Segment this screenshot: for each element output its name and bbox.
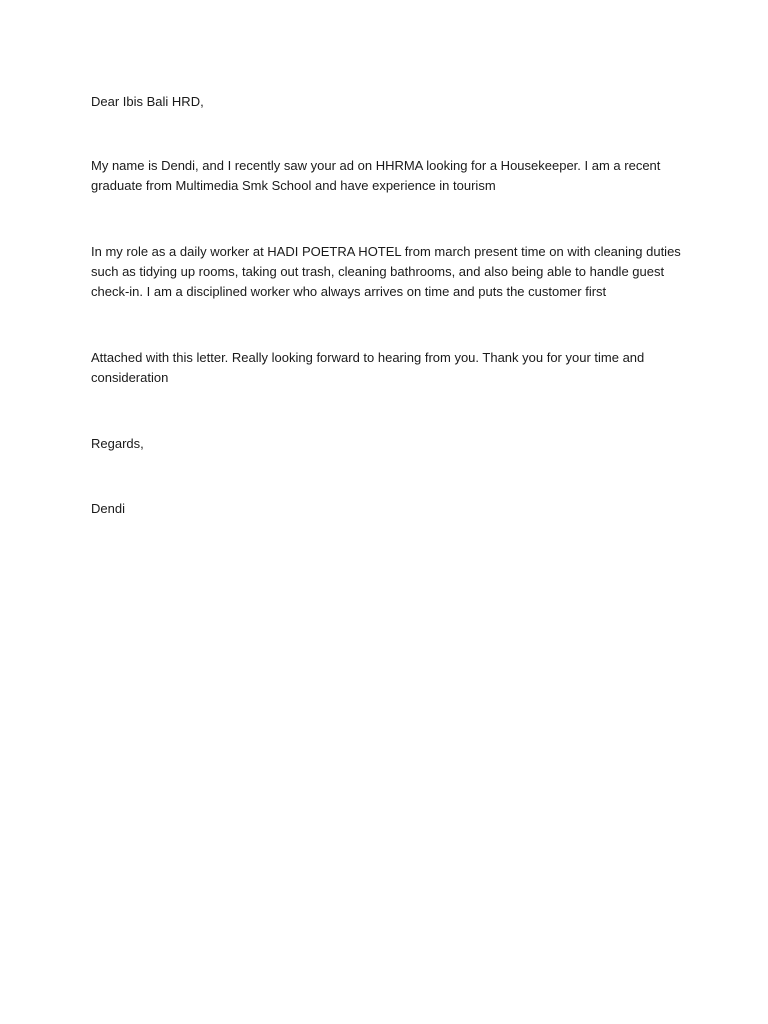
letter-signature: Dendi — [91, 501, 125, 516]
letter-paragraph-closing: Attached with this letter. Really looking forward to hearing from you. Thank you for your time and consideration — [91, 350, 645, 385]
letter-closing: Regards, — [91, 436, 144, 451]
letter-salutation: Dear Ibis Bali HRD, — [91, 94, 204, 109]
letter-paragraph-intro: My name is Dendi, and I recently saw your ad on HHRMA looking for a Housekeeper. I am a recent graduate from Multimedia Smk School and have experience in tourism — [91, 158, 661, 193]
letter-paragraph-experience: In my role as a daily worker at HADI POETRA HOTEL from march present time on with cleaning duties such as tidying up rooms, taking out trash, cleaning bathrooms, and also being able to handle guest check-in. I am a disciplined worker who always arrives on time and puts the customer first — [91, 244, 681, 299]
letter-body — [91, 92, 681, 519]
